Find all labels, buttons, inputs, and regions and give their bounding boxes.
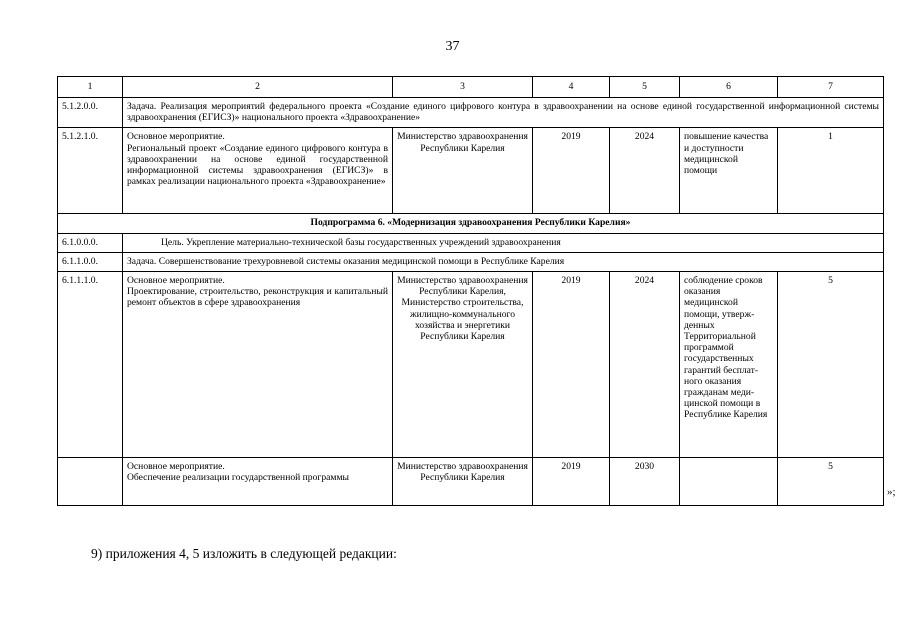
program-table — [57, 76, 884, 506]
subprogram-title: Подпрограмма 6. «Модернизация здравоохранения Республики Карелия» — [58, 214, 884, 233]
start-year: 2019 — [533, 272, 610, 458]
goal-text: Цель. Укрепление материально-технической базы государственных учреждений здравоохранения — [123, 233, 884, 252]
activity-cell — [123, 128, 393, 214]
row-code — [58, 458, 123, 506]
executor-line: Министерство здравоохранения Республики Карелия, — [397, 275, 528, 298]
end-year: 2024 — [610, 128, 680, 214]
indicator: 5 — [778, 458, 884, 506]
table-row — [58, 233, 884, 252]
activity-title: Основное мероприятие. — [127, 275, 225, 287]
table-header-row — [58, 77, 884, 98]
row-code: 6.1.0.0.0. — [58, 233, 123, 252]
column-header: 5 — [610, 77, 680, 98]
start-year: 2019 — [533, 458, 610, 506]
activity-title: Основное мероприятие. — [127, 461, 225, 473]
indicator: 5 — [778, 272, 884, 458]
expected-result: соблюдение сроков оказания медицинской помощи, утверж-денных Территориальной программой государственных гарантий бесплат-ного оказания гражданам меди-цинской помощи в Республике Карелия — [680, 272, 778, 458]
task-text: Задача. Совершенствование трехуровневой системы оказания медицинской помощи в Республике Карелия — [123, 252, 884, 271]
row-code: 5.1.2.0.0. — [58, 98, 123, 128]
activity-cell — [123, 458, 393, 506]
table-row — [58, 128, 884, 214]
table-row — [58, 98, 884, 128]
row-code: 6.1.1.0.0. — [58, 252, 123, 271]
column-header: 3 — [393, 77, 533, 98]
activity-text: Проектирование, строительство, реконструкция и капитальный ремонт объектов в сфере здравоохранения — [127, 286, 388, 309]
subprogram-row — [58, 214, 884, 233]
closing-quote-mark: »; — [887, 486, 896, 498]
column-header: 4 — [533, 77, 610, 98]
indicator: 1 — [778, 128, 884, 214]
task-text: Задача. Реализация мероприятий федерального проекта «Создание единого цифрового контура в здравоохранении на основе единой государственной информационной системы здравоохранения (ЕГИСЗ)» национального проекта «Здравоохранение» — [123, 98, 884, 128]
expected-result: повышение качества и доступности медицинской помощи — [680, 128, 778, 214]
executor: Министерство здравоохранения Республики Карелия — [393, 128, 533, 214]
column-header: 6 — [680, 77, 778, 98]
activity-text: Региональный проект «Создание единого цифрового контура в здравоохранении на основе единой государственной информационной системы здравоохранения (ЕГИСЗ)» в рамках реализации национального проекта «Здравоохранение» — [127, 142, 388, 188]
activity-title: Основное мероприятие. — [127, 131, 225, 143]
executor: Министерство здравоохранения Республики Карелия — [393, 458, 533, 506]
activity-cell — [123, 272, 393, 458]
end-year: 2024 — [610, 272, 680, 458]
amendment-paragraph: 9) приложения 4, 5 изложить в следующей редакции: — [91, 546, 397, 561]
table-row — [58, 272, 884, 458]
row-code: 6.1.1.1.0. — [58, 272, 123, 458]
end-year: 2030 — [610, 458, 680, 506]
executor — [393, 272, 533, 458]
expected-result — [680, 458, 778, 506]
start-year: 2019 — [533, 128, 610, 214]
activity-text: Обеспечение реализации государственной программы — [127, 472, 349, 484]
executor-line: Министерство строительства, жилищно-коммунального хозяйства и энергетики Республики Карелия — [401, 297, 524, 343]
column-header: 1 — [58, 77, 123, 98]
column-header: 2 — [123, 77, 393, 98]
column-header: 7 — [778, 77, 884, 98]
table-row — [58, 252, 884, 271]
row-code: 5.1.2.1.0. — [58, 128, 123, 214]
page-number: 37 — [445, 39, 460, 54]
table-row — [58, 458, 884, 506]
